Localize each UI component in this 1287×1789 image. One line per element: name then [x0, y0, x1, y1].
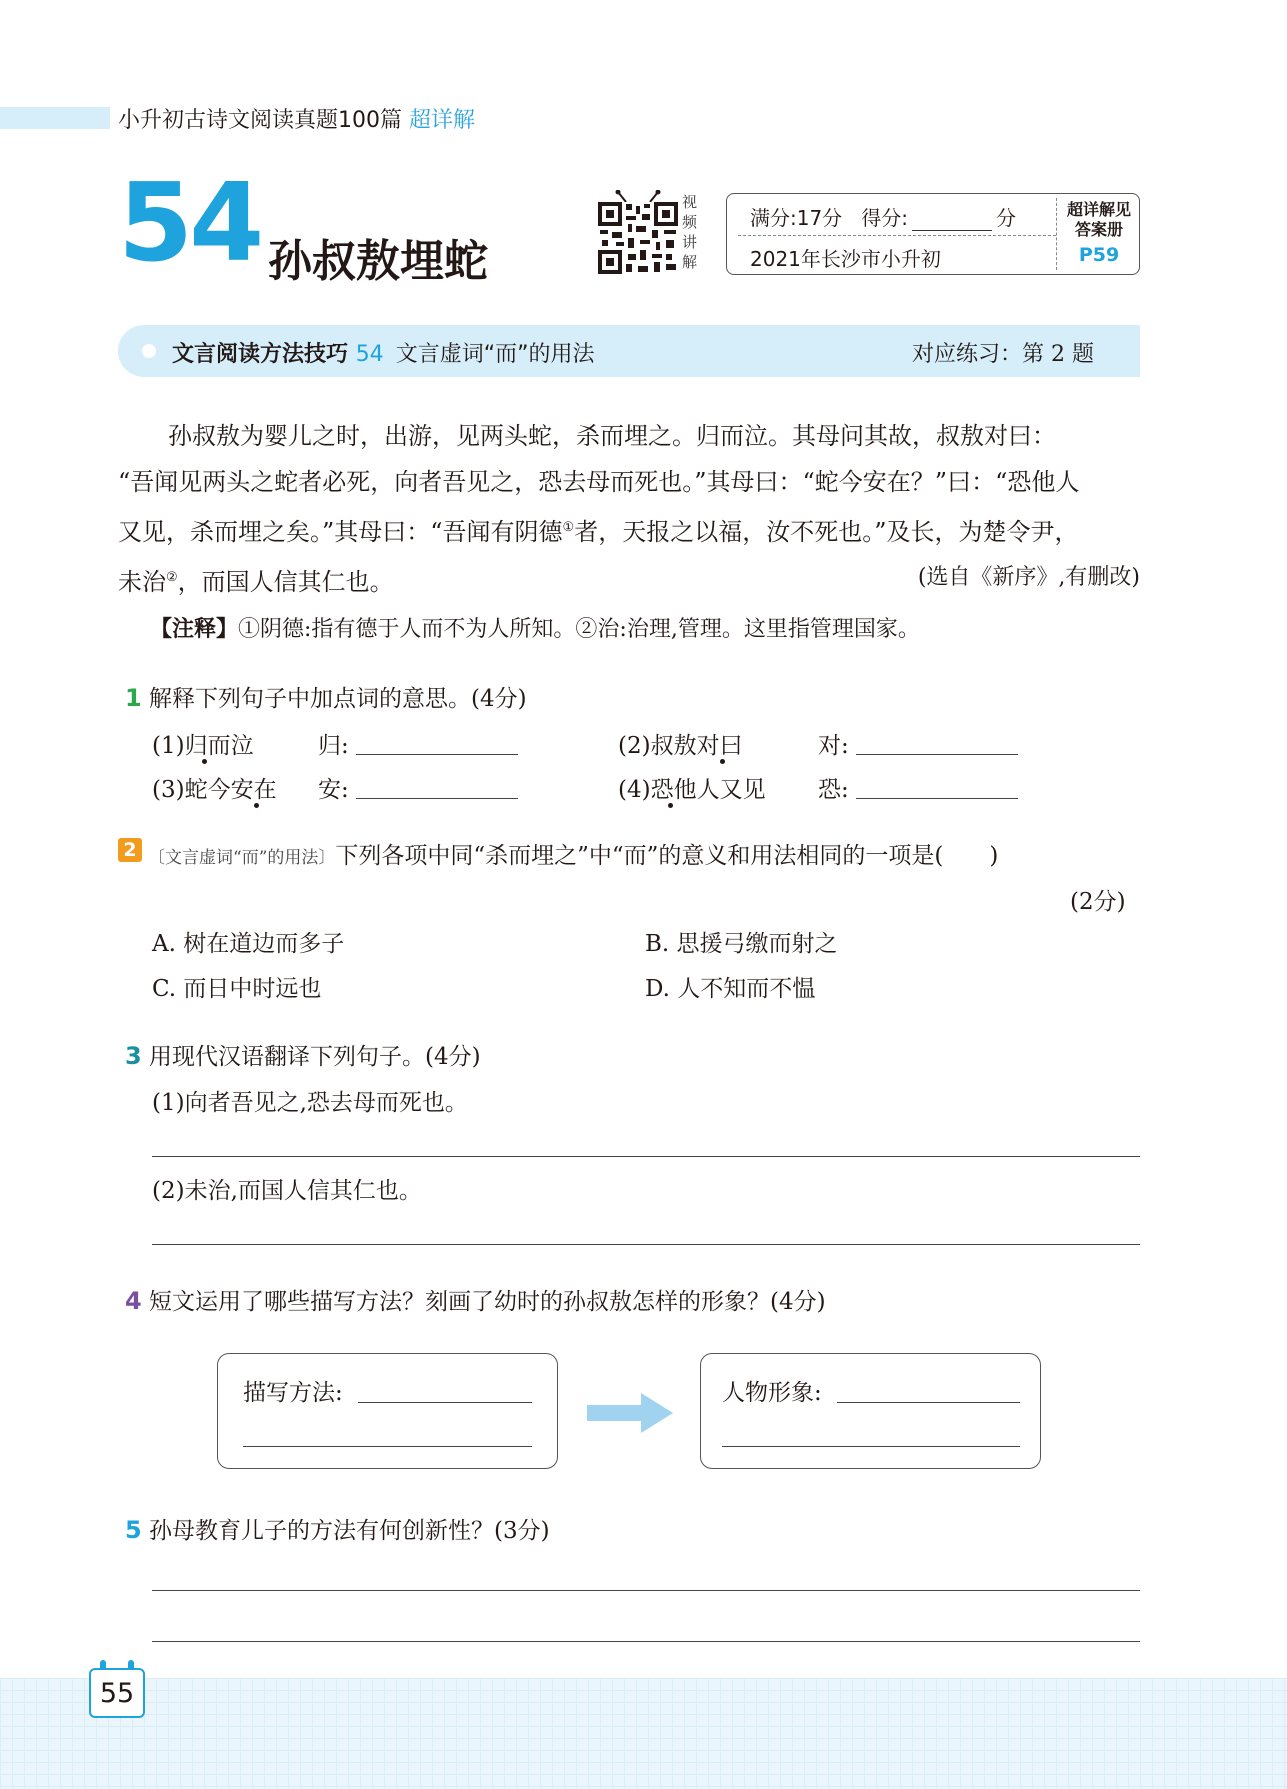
method-answer-box — [217, 1353, 558, 1469]
footer-grid — [0, 1678, 1287, 1789]
header-strip — [0, 107, 110, 129]
source-exam: 2021年长沙市小升初 — [750, 247, 941, 271]
method-subtitle: 文言虚词“而”的用法 — [395, 342, 595, 367]
qr-code-icon[interactable] — [598, 190, 678, 274]
answer-line[interactable] — [356, 798, 518, 799]
answer-line[interactable] — [856, 798, 1018, 799]
score-vertical-divider — [1056, 198, 1057, 270]
passage-line: 孙叔敖为婴儿之时，出游，见两头蛇，杀而埋之。归而泣。其母问其故，叔敖对曰： — [168, 422, 1056, 450]
emphasis-dot — [668, 803, 673, 808]
answer-line[interactable] — [358, 1402, 532, 1403]
emphasis-dot — [254, 803, 259, 808]
lesson-title: 孙叔敖埋蛇 — [268, 236, 488, 287]
q2-option-a[interactable]: A. 树在道边而多子 — [152, 931, 345, 957]
book-title-highlight: 超详解 — [409, 108, 476, 133]
question-2: 〔文言虚词“而”的用法〕下列各项中同“杀而埋之”中“而”的意义和用法相同的一项是( ) — [148, 843, 999, 869]
answer-ref-label: 超详解见 答案册 — [1066, 200, 1131, 239]
q1-item-3: (3)蛇今安在 — [152, 777, 277, 803]
lesson-number: 54 — [118, 161, 261, 286]
score-divider — [738, 235, 1056, 236]
q1-item-1-word: 归: — [318, 733, 349, 759]
q1-item-2: (2)叔敖对曰 — [618, 733, 743, 759]
page-number: 55 — [89, 1668, 145, 1718]
arrow-right-icon — [585, 1393, 675, 1433]
question-5: 5 孙母教育儿子的方法有何创新性？(3分) — [125, 1516, 550, 1544]
passage — [118, 413, 1140, 605]
answer-line[interactable] — [837, 1402, 1020, 1403]
q1-item-4-word: 恐: — [818, 777, 849, 803]
question-1: 1 解释下列句子中加点词的意思。(4分) — [125, 684, 527, 712]
box-left-label: 描写方法: — [243, 1380, 343, 1406]
q3-item-1: (1)向者吾见之,恐去母而死也。 — [152, 1090, 468, 1116]
method-bullet — [142, 344, 156, 358]
q1-item-4: (4)恐他人又见 — [618, 777, 766, 803]
passage-source: (选自《新序》,有删改) — [917, 565, 1140, 590]
emphasis-dot — [720, 759, 725, 764]
annotation-note: 【注释】①阴德:指有德于人而不为人所知。②治:治理,管理。这里指管理国家。 — [150, 617, 920, 642]
method-practice: 对应练习：第 2 题 — [912, 342, 1094, 367]
answer-line[interactable] — [152, 1156, 1140, 1157]
question-2-tag: 〔文言虚词“而”的用法〕 — [148, 848, 336, 868]
q2-option-d[interactable]: D. 人不知而不愠 — [645, 976, 816, 1002]
character-answer-box — [700, 1353, 1041, 1469]
qr-label: 视 频 讲 解 — [682, 193, 698, 271]
q3-item-2: (2)未治,而国人信其仁也。 — [152, 1178, 422, 1204]
q1-item-2-word: 对: — [818, 733, 849, 759]
answer-page-link[interactable]: P59 — [1078, 244, 1120, 266]
answer-line[interactable] — [356, 754, 518, 755]
passage-line: “吾闻见两头之蛇者必死，向者吾见之，恐去母而死也。”其母曰：“蛇今安在？”曰：“恐他人 — [118, 468, 1080, 496]
passage-line: 又见，杀而埋之矣。”其母曰：“吾闻有阴德①者，天报之以福，汝不死也。”及长，为楚令尹， — [118, 518, 1079, 546]
answer-line[interactable] — [152, 1244, 1140, 1245]
emphasis-dot — [202, 759, 207, 764]
q1-item-1: (1)归而泣 — [152, 733, 254, 759]
method-title: 文言阅读方法技巧 54 文言虚词“而”的用法 — [172, 342, 595, 367]
question-3: 3 用现代汉语翻译下列句子。(4分) — [125, 1042, 481, 1070]
q2-option-b[interactable]: B. 思援弓缴而射之 — [645, 931, 838, 957]
answer-line[interactable] — [856, 754, 1018, 755]
answer-line[interactable] — [152, 1641, 1140, 1642]
question-4: 4 短文运用了哪些描写方法？刻画了幼时的孙叔敖怎样的形象？(4分) — [125, 1287, 826, 1315]
answer-line[interactable] — [152, 1590, 1140, 1591]
question-2-badge: 2 — [118, 838, 142, 862]
q1-item-3-word: 安: — [318, 777, 349, 803]
book-title: 小升初古诗文阅读真题100篇 超详解 — [118, 108, 476, 133]
score-blank[interactable] — [912, 212, 992, 231]
box-right-label: 人物形象: — [722, 1380, 822, 1406]
passage-line: 未治②，而国人信其仁也。 (选自《新序》,有删改) — [118, 555, 1140, 605]
question-2-score: (2分) — [1070, 889, 1126, 915]
answer-line[interactable] — [243, 1446, 532, 1447]
answer-line[interactable] — [722, 1446, 1020, 1447]
score-row: 满分:17分 得分: 分 — [750, 206, 1017, 230]
q2-option-c[interactable]: C. 而日中时远也 — [152, 976, 322, 1002]
